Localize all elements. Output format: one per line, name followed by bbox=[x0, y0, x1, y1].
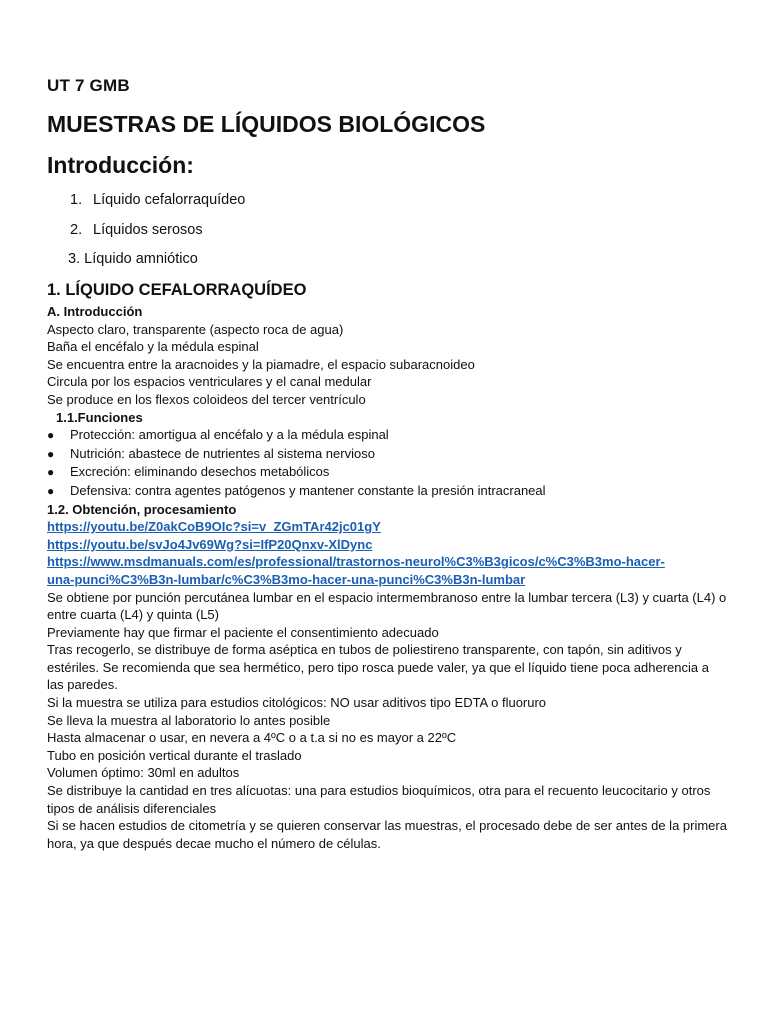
text-line: Se produce en los flexos coloideos del tercer ventrículo bbox=[47, 391, 366, 407]
bullet-icon: ● bbox=[47, 483, 55, 498]
page-title: MUESTRAS DE LÍQUIDOS BIOLÓGICOS bbox=[47, 111, 486, 137]
list-item bbox=[70, 192, 245, 208]
list-item-number: 1. bbox=[70, 192, 83, 208]
text-line: Baña el encéfalo y la médula espinal bbox=[47, 339, 259, 355]
list-item-label: Líquido amniótico bbox=[84, 251, 198, 267]
subsection-heading: 1.1.Funciones bbox=[56, 409, 143, 425]
youtube-link[interactable]: https://youtu.be/svJo4Jv69Wg?si=IfP20Qnxv-XlDync bbox=[47, 536, 373, 552]
subsection-heading: 1.2. Obtención, procesamiento bbox=[47, 501, 237, 517]
subsection-heading: A. Introducción bbox=[47, 304, 143, 319]
text-line: Se lleva la muestra al laboratorio lo antes posible bbox=[47, 712, 331, 728]
bullet-text: Excreción: eliminando desechos metabólicos bbox=[70, 464, 330, 480]
bullet-icon: ● bbox=[47, 465, 55, 480]
section-heading: 1. LÍQUIDO CEFALORRAQUÍDEO bbox=[47, 281, 307, 299]
msd-manual-link[interactable]: https://www.msdmanuals.com/es/professional/trastornos-neurol%C3%B3gicos/c%C3%B3mo-hacer- bbox=[47, 554, 665, 570]
text-paragraph: Se obtiene por punción percutánea lumbar en el espacio intermembranoso entre la lumbar tercera (L3) y cuarta (L4) o entre cuarta (L4) y quinta (L5) bbox=[47, 589, 727, 623]
text-paragraph: Se distribuye la cantidad en tres alícuotas: una para estudios bioquímicos, otra para el recuento leucocitario y otros tipos de análisis diferenciales bbox=[47, 783, 711, 816]
text-line: Circula por los espacios ventriculares y el canal medular bbox=[47, 374, 372, 390]
msd-manual-link[interactable]: una-punci%C3%B3n-lumbar/c%C3%B3mo-hacer-una-punci%C3%B3n-lumbar bbox=[47, 571, 526, 587]
text-paragraph: Si se hacen estudios de citometría y se quieren conservar las muestras, el procesado debe de ser antes de la primera hora, ya que después decae mucho el número de células. bbox=[47, 818, 727, 851]
text-line: Volumen óptimo: 30ml en adultos bbox=[47, 765, 240, 781]
bullet-icon: ● bbox=[47, 446, 55, 461]
text-line: Se encuentra entre la aracnoides y la piamadre, el espacio subaracnoideo bbox=[47, 356, 475, 372]
bullet-item bbox=[47, 463, 727, 482]
bullet-text: Defensiva: contra agentes patógenos y mantener constante la presión intracraneal bbox=[70, 482, 546, 498]
list-item-label: Líquidos serosos bbox=[93, 222, 203, 238]
bullet-item bbox=[47, 445, 727, 464]
list-item-label: Líquido cefalorraquídeo bbox=[93, 192, 246, 208]
youtube-link[interactable]: https://youtu.be/Z0akCoB9OIc?si=v_ZGmTAr42jc01gY bbox=[47, 519, 381, 535]
unit-label: UT 7 GMB bbox=[47, 76, 130, 95]
list-item-number: 2. bbox=[70, 222, 83, 238]
bullet-text: Protección: amortigua al encéfalo y a la médula espinal bbox=[70, 427, 389, 443]
bullet-item bbox=[47, 482, 727, 501]
bullet-item bbox=[47, 426, 727, 445]
text-line: Tubo en posición vertical durante el traslado bbox=[47, 747, 302, 763]
text-line: Hasta almacenar o usar, en nevera a 4ºC o a t.a si no es mayor a 22ºC bbox=[47, 730, 457, 746]
bullet-text: Nutrición: abastece de nutrientes al sistema nervioso bbox=[70, 445, 375, 461]
text-line: Aspecto claro, transparente (aspecto roca de agua) bbox=[47, 321, 344, 337]
text-line: Si la muestra se utiliza para estudios citológicos: NO usar aditivos tipo EDTA o fluoruro bbox=[47, 695, 547, 711]
text-line: Previamente hay que firmar el paciente el consentimiento adecuado bbox=[47, 624, 439, 640]
bullet-icon: ● bbox=[47, 428, 55, 443]
list-item-number: 3. bbox=[68, 251, 81, 267]
list-item bbox=[68, 251, 198, 267]
section-body bbox=[47, 303, 727, 852]
list-item bbox=[70, 222, 203, 238]
text-paragraph: Tras recogerlo, se distribuye de forma aséptica en tubos de poliestireno transparente, con tapón, sin aditivos y estériles. Se recomienda que sea hermético, pero tipo rosca puede valer, ya que el líquido tiene poca adherencia a las paredes. bbox=[47, 642, 709, 693]
intro-heading: Introducción: bbox=[47, 152, 194, 178]
